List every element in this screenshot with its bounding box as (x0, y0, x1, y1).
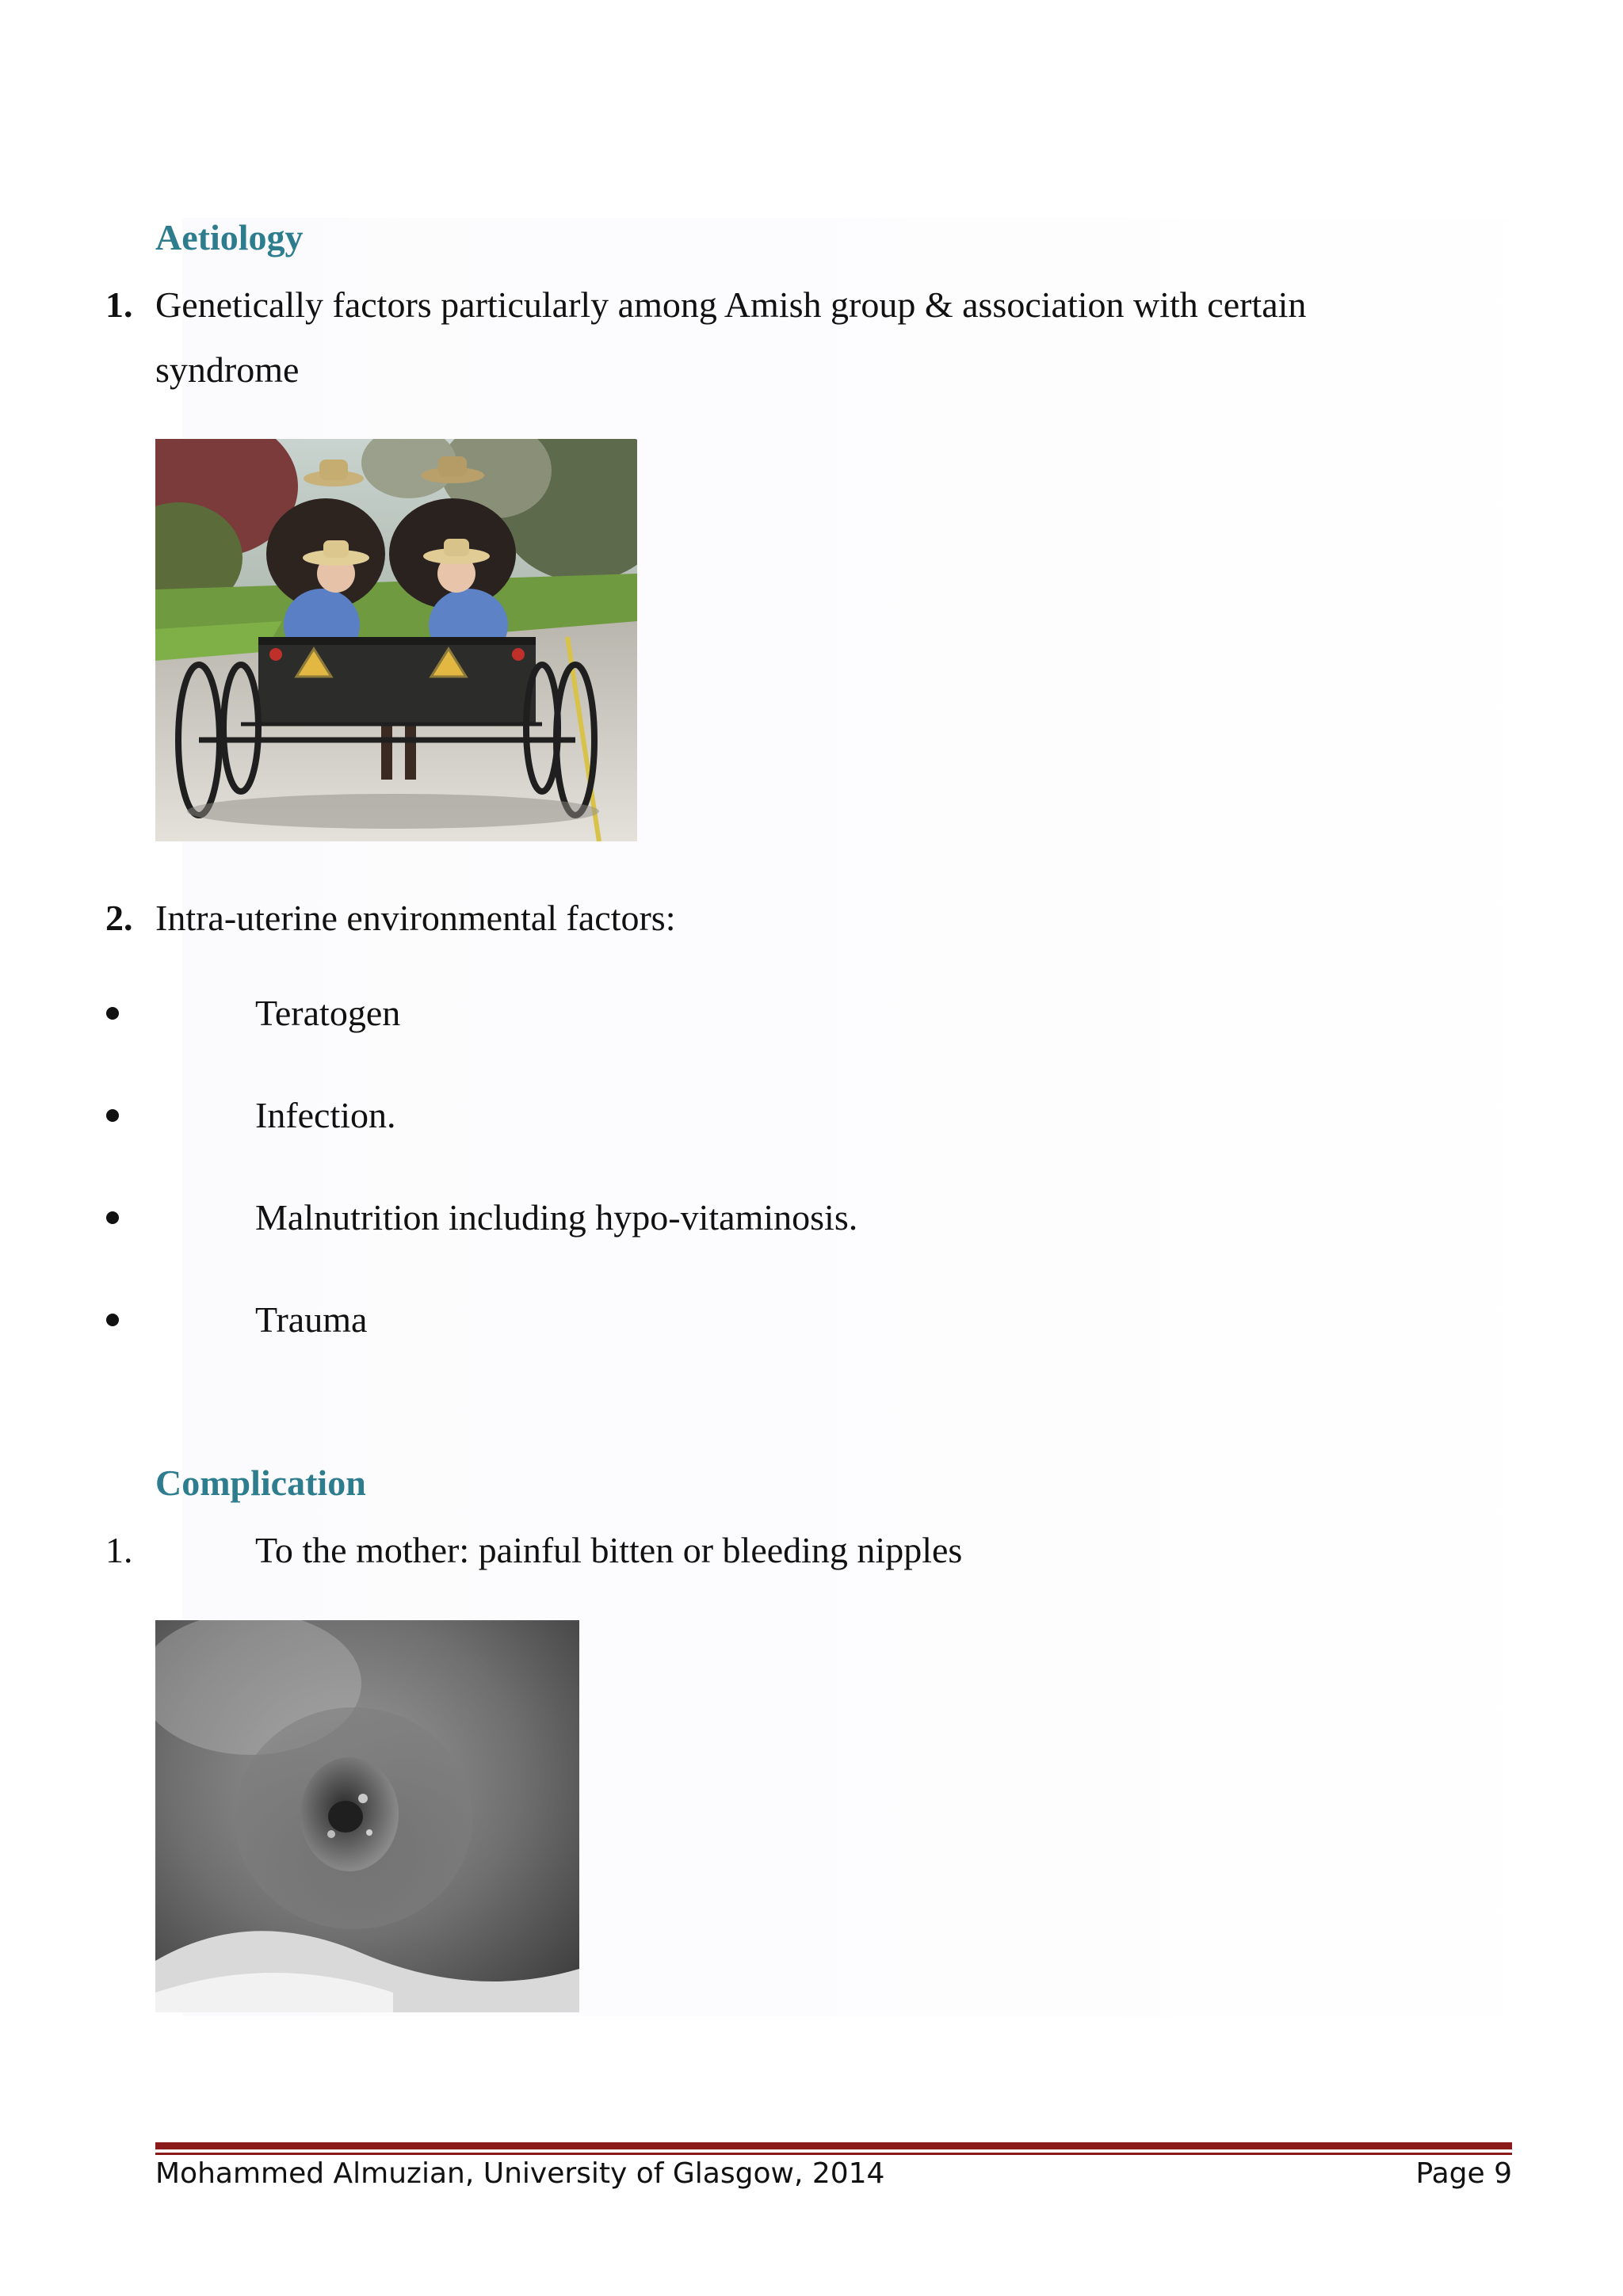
item-2-text: Intra-uterine environmental factors: (155, 898, 676, 938)
amish-buggy-photo (155, 439, 637, 841)
bullet-item-trauma: Trauma (255, 1299, 368, 1340)
item-2-number: 2. (105, 898, 133, 938)
bullet-dot (106, 1211, 119, 1224)
bullet-dot (106, 1314, 119, 1326)
bullet-item-teratogen: Teratogen (255, 993, 401, 1033)
bullet-dot (106, 1109, 119, 1122)
complication-item-1-text: To the mother: painful bitten or bleeding nipples (255, 1530, 963, 1570)
footer-rule-thin (155, 2153, 1512, 2155)
footer-author: Mohammed Almuzian, University of Glasgow, 2014 (155, 2157, 885, 2190)
bullet-item-infection: Infection. (255, 1095, 396, 1135)
bullet-dot (106, 1007, 119, 1020)
complication-item-1-number: 1. (105, 1530, 133, 1570)
footer-rule (155, 2142, 1512, 2149)
bullet-item-malnutrition: Malnutrition including hypo-vitaminosis. (255, 1197, 858, 1238)
item-1-number: 1. (105, 284, 133, 325)
complication-heading: Complication (155, 1463, 366, 1503)
item-1-text-line-2: syndrome (155, 349, 300, 390)
footer-page-number: Page 9 (1415, 2157, 1512, 2190)
aetiology-heading: Aetiology (155, 217, 304, 257)
clinical-photo (155, 1620, 579, 2012)
item-1-text-line-1: Genetically factors particularly among Amish group & association with certain (155, 284, 1307, 325)
